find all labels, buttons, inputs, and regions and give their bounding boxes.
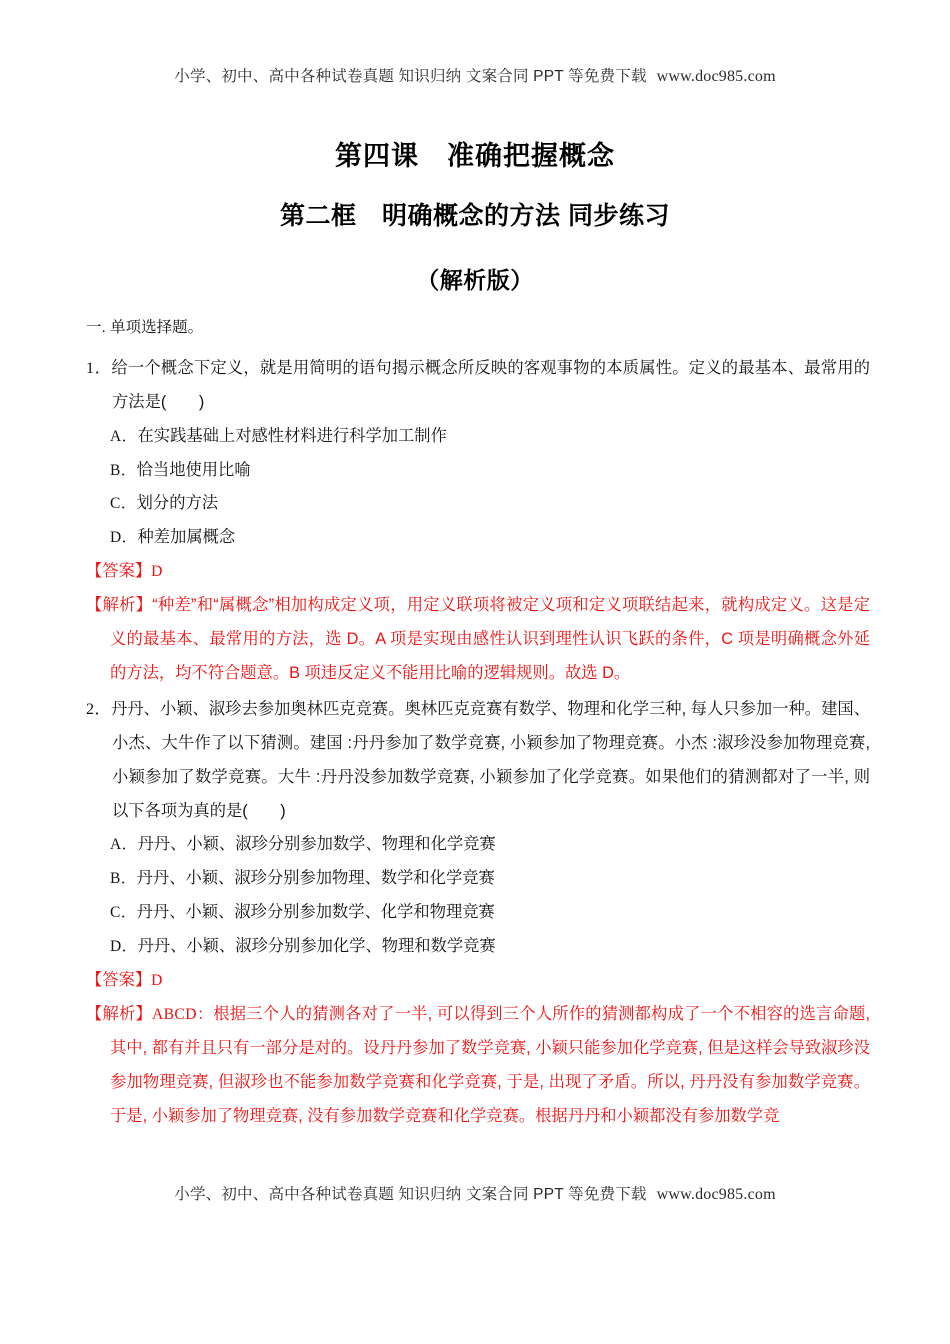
question-1-option-a-text: 在实践基础上对感性材料进行科学加工制作: [137, 426, 447, 445]
question-2-analysis-text: 根据三个人的猜测各对了一半, 可以得到三个人所作的猜测都构成了一个不相容的选言命题, 其中, 都有并且只有一部分是对的。设丹丹参加了数学竞赛, 小颖只能参加化学竞赛, 但是这样会导致淑珍没参加物理竞赛, 但淑珍也不能参加数学竞赛和化学竞赛, 于是, 出现了矛盾。所以, 丹丹没有参加数学竞赛。于是, 小颖参加了物理竞赛, 没有参加数学竞赛和化学竞赛。根据丹丹和小颖都没有参加数学竞: [110, 1004, 870, 1125]
question-1-option-c-text: 划分的方法: [136, 494, 219, 513]
document-body: [86, 318, 870, 1135]
question-2-option-b-letter: B．: [110, 870, 137, 888]
question-2-stem: [86, 693, 870, 829]
question-2-option-b-text: 丹丹、小颖、淑珍分别参加物理、数学和化学竞赛: [136, 869, 495, 888]
question-1-options: [86, 420, 870, 556]
question-1-option-b-letter: B．: [110, 461, 137, 479]
question-1-analysis: [86, 589, 870, 691]
question-2-options: [86, 828, 870, 964]
question-1-answer: [86, 555, 870, 589]
question-1-analysis-text: “种差”和“属概念”相加构成定义项，用定义联项将被定义项和定义项联结起来，就构成定义。这是定义的最基本、最常用的方法，选 D。A 项是实现由感性认识到理性认识飞跃的条件，C 项是明确概念外延的方法，均不符合题意。B 项违反定义不能用比喻的逻辑规则。故选 D。: [110, 596, 870, 682]
question-2-option-a-text: 丹丹、小颖、淑珍分别参加数学、物理和化学竞赛: [137, 835, 496, 854]
question-2-option-c-text: 丹丹、小颖、淑珍分别参加数学、化学和物理竞赛: [136, 903, 495, 922]
question-1-option-b[interactable]: [86, 454, 870, 488]
question-2-analysis: [86, 998, 870, 1134]
question-1-answer-value: D: [151, 563, 163, 581]
question-2-answer-tag: 【答案】: [86, 970, 152, 989]
question-2-answer-value: D: [151, 971, 163, 989]
section-heading-multiple-choice: 一. 单项选择题。: [86, 319, 204, 336]
question-2-answer-block: [86, 964, 870, 1133]
question-2-option-d-letter: D．: [110, 938, 138, 956]
question-2: [86, 693, 870, 1134]
question-2-analysis-tag: 【解析】: [86, 1004, 152, 1023]
footer-watermark-text: 小学、初中、高中各种试卷真题 知识归纳 文案合同 PPT 等免费下载: [174, 1186, 647, 1203]
question-1-option-b-text: 恰当地使用比喻: [136, 460, 251, 479]
question-1-option-a[interactable]: [86, 420, 870, 454]
question-2-option-c-letter: C．: [110, 904, 137, 922]
header-watermark-url: www.doc985.com: [656, 68, 776, 85]
question-1-answer-tag: 【答案】: [86, 562, 152, 581]
question-1-option-a-letter: A．: [110, 427, 138, 445]
question-1-option-c-letter: C．: [110, 495, 137, 513]
question-1-stem: [86, 352, 870, 420]
question-2-analysis-prefix: ABCD：: [151, 1005, 214, 1023]
question-1-option-d-letter: D．: [110, 529, 138, 547]
question-2-number: 2．: [86, 700, 112, 718]
question-2-option-d-text: 丹丹、小颖、淑珍分别参加化学、物理和数学竞赛: [137, 937, 496, 956]
page-title-version: （解析版）: [416, 267, 534, 293]
question-1-option-d[interactable]: [86, 521, 870, 555]
question-2-option-c[interactable]: [86, 896, 870, 930]
question-2-option-d[interactable]: [86, 930, 870, 964]
question-1-option-c[interactable]: [86, 487, 870, 521]
question-2-option-a[interactable]: [86, 828, 870, 862]
question-1: [86, 352, 870, 691]
question-1-answer-block: [86, 555, 870, 691]
page-title-section: 第二框 明确概念的方法 同步练习: [280, 202, 670, 230]
question-2-answer: [86, 964, 870, 998]
question-2-option-a-letter: A．: [110, 836, 138, 854]
question-1-stem-text: 给一个概念下定义，就是用简明的语句揭示概念所反映的客观事物的本质属性。定义的最基本、最常用的方法是( ): [111, 358, 870, 411]
question-2-option-b[interactable]: [86, 862, 870, 896]
footer-watermark-url: www.doc985.com: [656, 1186, 776, 1203]
footer-watermark: [0, 1182, 950, 1204]
header-watermark-text: 小学、初中、高中各种试卷真题 知识归纳 文案合同 PPT 等免费下载: [174, 68, 647, 85]
question-2-stem-text: 丹丹、小颖、淑珍去参加奥林匹克竞赛。奥林匹克竞赛有数学、物理和化学三种, 每人只参加一种。建国、小杰、大牛作了以下猜测。建国 :丹丹参加了数学竞赛, 小颖参加了物理竞赛。小杰 :淑珍没参加物理竞赛, 小颖参加了数学竞赛。大牛 :丹丹没参加数学竞赛, 小颖参加了化学竞赛。如果他们的猜测都对了一半, 则以下各项为真的是( ): [111, 699, 870, 820]
question-1-analysis-tag: 【解析】: [86, 596, 153, 615]
question-1-number: 1．: [86, 359, 112, 377]
page-title-lesson: 第四课 准确把握概念: [335, 141, 615, 171]
header-watermark: [0, 64, 950, 86]
question-1-option-d-text: 种差加属概念: [137, 528, 236, 547]
